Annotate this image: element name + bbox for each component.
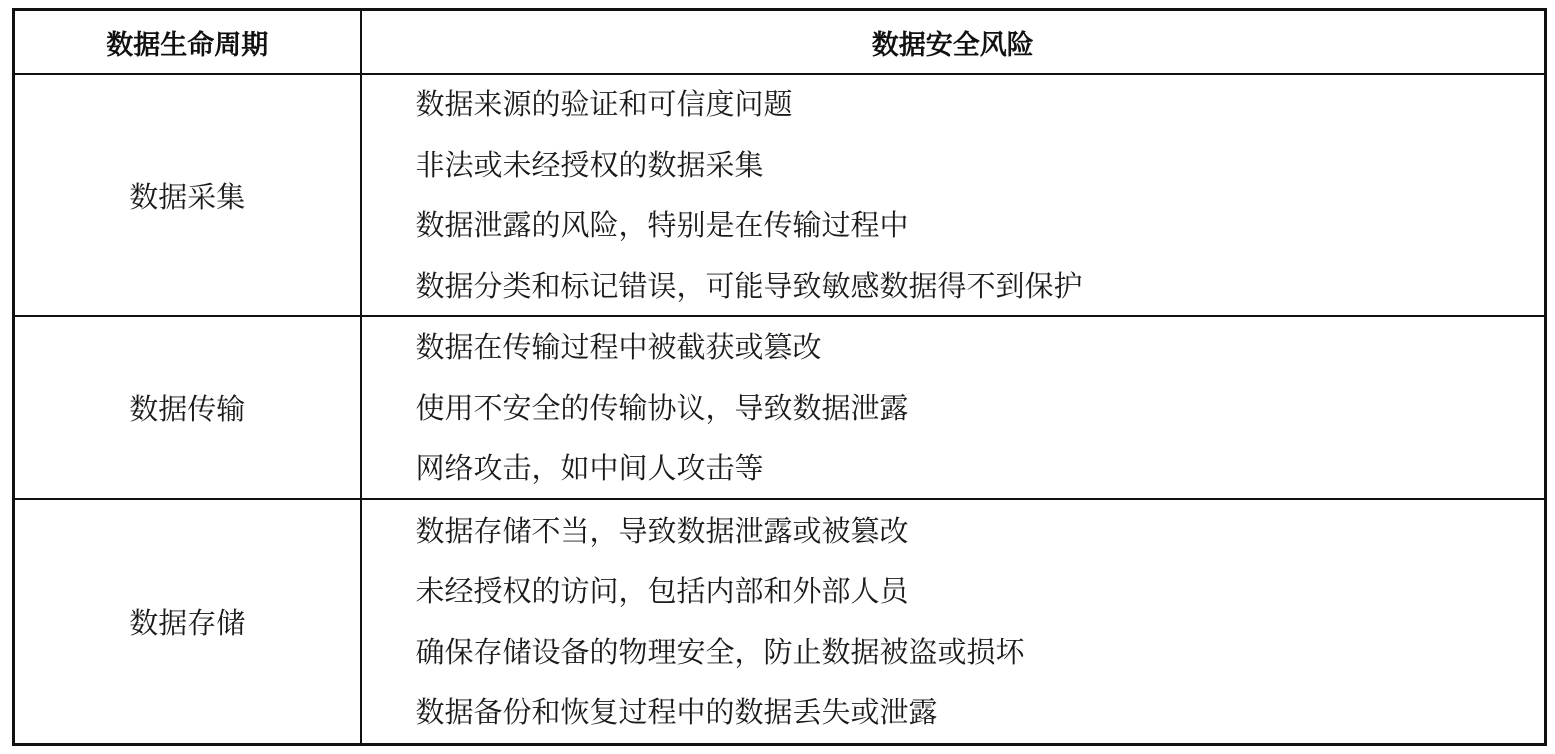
risk-item: 数据来源的验证和可信度问题 — [415, 87, 793, 122]
risk-list — [416, 89, 1545, 301]
header-lifecycle-stage: 数据生命周期 — [14, 10, 361, 75]
risk-item: 数据在传输过程中被截获或篡改 — [415, 330, 822, 364]
risk-item: 数据泄露的风险，特别是在传输过程中 — [415, 208, 909, 243]
risk-item: 数据存储不当，导致数据泄露或被篡改 — [415, 513, 909, 548]
risk-item: 使用不安全的传输协议，导致数据泄露 — [415, 390, 909, 425]
stage-cell-transmission: 数据传输 — [14, 316, 361, 499]
risk-item: 网络攻击，如中间人攻击等 — [415, 451, 764, 485]
risk-item: 确保存储设备的物理安全，防止数据被盗或损坏 — [415, 634, 1025, 669]
table-row — [14, 499, 1546, 744]
risk-item: 数据分类和标记错误，可能导致敏感数据得不到保护 — [415, 268, 1083, 303]
stage-cell-collection: 数据采集 — [14, 74, 361, 316]
risk-item: 非法或未经授权的数据采集 — [415, 147, 764, 182]
header-security-risk: 数据安全风险 — [361, 10, 1546, 75]
risk-item: 未经授权的访问，包括内部和外部人员 — [415, 574, 909, 608]
risk-list — [416, 332, 1545, 483]
table-row — [14, 316, 1546, 499]
header-row — [14, 10, 1546, 75]
stage-cell-storage: 数据存储 — [14, 499, 361, 744]
data-security-risk-table — [12, 8, 1547, 746]
risk-cell-transmission — [361, 316, 1546, 499]
risk-list — [415, 513, 1545, 729]
table-row — [14, 74, 1546, 316]
risk-cell-collection — [361, 74, 1546, 316]
risk-item: 数据备份和恢复过程中的数据丢失或泄露 — [415, 695, 938, 729]
risk-cell-storage — [361, 499, 1546, 744]
